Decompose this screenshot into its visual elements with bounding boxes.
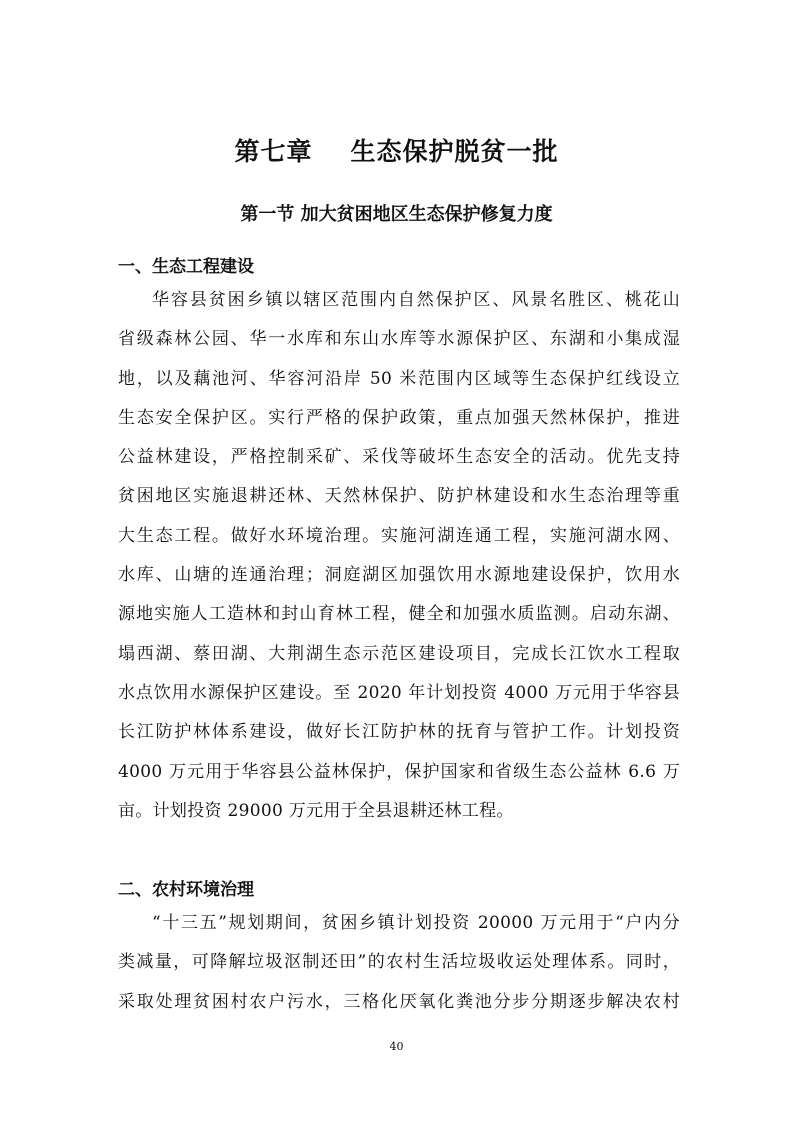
text-line: 大生态工程。做好水环境治理。实施河湖连通工程，实施河湖水网、 (118, 525, 680, 546)
text-line: 亩。计划投资 29000 万元用于全县退耕还林工程。 (118, 800, 514, 821)
text-line: 公益林建设，严格控制采矿、采伐等破坏生态安全的活动。优先支持 (118, 447, 680, 468)
text-line: 水库、山塘的连通治理；洞庭湖区加强饮用水源地建设保护，饮用水 (118, 565, 680, 586)
text-line: 贫困地区实施退耕还林、天然林保护、防护林建设和水生态治理等重 (118, 486, 680, 507)
text-line: 地，以及藕池河、华容河沿岸 50 米范围内区域等生态保护红线设立 (118, 368, 680, 389)
page-number: 40 (389, 1040, 404, 1053)
text-line: 采取处理贫困村农户污水，三格化厌氧化粪池分步分期逐步解决农村 (118, 991, 680, 1012)
subsection-heading-ecology: 一、生态工程建设 (118, 257, 254, 277)
text-line: 塌西湖、蔡田湖、大荆湖生态示范区建设项目，完成长江饮水工程取 (118, 643, 680, 664)
paragraph-ecology (118, 281, 680, 831)
text-line: “十三五”规划期间，贫困乡镇计划投资 20000 万元用于“户内分 (152, 913, 680, 933)
subsection-heading-rural-environment: 二、农村环境治理 (118, 880, 254, 900)
chapter-title (0, 132, 793, 168)
text-line: 4000 万元用于华容县公益林保护，保护国家和省级生态公益林 6.6 万 (118, 761, 680, 782)
text-line: 源地实施人工造林和封山育林工程，健全和加强水质监测。启动东湖、 (118, 604, 680, 625)
chapter-number: 第七章 (234, 137, 313, 166)
paragraph-rural-environment (118, 904, 680, 1022)
text-line: 水点饮用水源保护区建设。至 2020 年计划投资 4000 万元用于华容县 (118, 682, 680, 703)
chapter-name: 生态保护脱贫一批 (350, 137, 559, 166)
text-line: 长江防护林体系建设，做好长江防护林的抚育与管护工作。计划投资 (118, 722, 680, 743)
text-line: 华容县贫困乡镇以辖区范围内自然保护区、风景名胜区、桃花山 (152, 290, 680, 310)
text-line: 省级森林公园、华一水库和东山水库等水源保护区、东湖和小集成湿 (118, 329, 680, 350)
text-line: 类减量，可降解垃圾沤制还田”的农村生活垃圾收运处理体系。同时， (118, 952, 680, 973)
text-line: 生态安全保护区。实行严格的保护政策，重点加强天然林保护，推进 (118, 407, 680, 428)
section-title: 第一节 加大贫困地区生态保护修复力度 (240, 204, 553, 225)
